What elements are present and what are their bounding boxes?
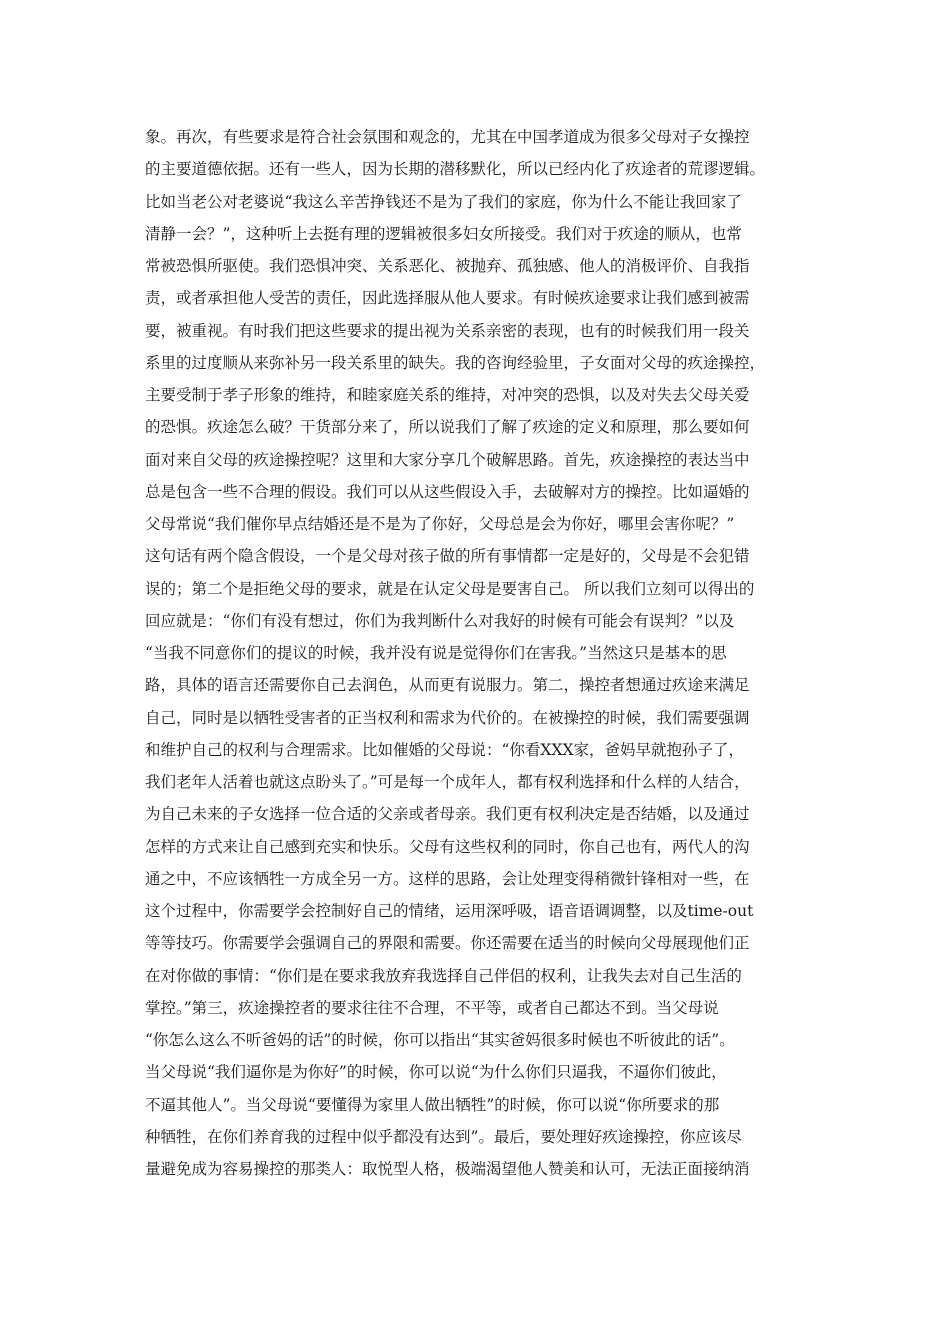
text-line: 掌控。”第三，疚途操控者的要求往往不合理，不平等，或者自己都达不到。当父母说 (145, 998, 719, 1017)
text-line: 系里的过度顺从来弥补另一段关系里的缺失。我的咨询经验里，子女面对父母的疚途操控， (145, 353, 766, 372)
text-line: “当我不同意你们的提议的时候，我并没有说是觉得你们在害我。”当然这只是基本的思 (145, 644, 727, 662)
text-line: 路，具体的语言还需要你自己去润色，从而更有说服力。第二，操控者想通过疚途来满足 (145, 676, 750, 695)
text-line: 怎样的方式来让自己感到充实和快乐。父母有这些权利的同时，你自己也有，两代人的沟 (145, 837, 750, 856)
text-line: 主要受制于孝子形象的维持，和睦家庭关系的维持，对冲突的恐惧，以及对失去父母关爱 (145, 386, 750, 404)
text-line: 的恐惧。疚途怎么破？干货部分来了，所以说我们了解了疚途的定义和原理，那么要如何 (145, 418, 750, 437)
text-line: 的主要道德依据。还有一些人，因为长期的潜移默化，所以已经内化了疚途者的荒谬逻辑。 (145, 160, 766, 179)
text-line: 常被恐惧所驱使。我们恐惧冲突、关系恶化、被抛弃、孤独感、他人的消极评价、自我指 (145, 257, 750, 275)
text-line: 自己，同时是以牺牲受害者的正当权利和需求为代价的。在被操控的时候，我们需要强调 (145, 708, 750, 727)
text-line: 为自己未来的子女选择一位合适的父亲或者母亲。我们更有权利决定是否结婚，以及通过 (145, 805, 750, 824)
text-line: 总是包含一些不合理的假设。我们可以从这些假设入手，去破解对方的操控。比如逼婚的 (145, 482, 750, 501)
text-line: 通之中，不应该牺牲一方成全另一方。这样的思路，会让处理变得稍微针锋相对一些，在 (145, 869, 750, 888)
text-line: 量避免成为容易操控的那类人：取悦型人格，极端渴望他人赞美和认可，无法正面接纳消 (145, 1160, 750, 1178)
text-line: 这句话有两个隐含假设，一个是父母对孩子做的所有事情都一定是好的，父母是不会犯错 (145, 547, 750, 566)
body-text (145, 121, 807, 1185)
text-line: “你怎么这么不听爸妈的话”的时候，你可以指出“其实爸妈很多时候也不听彼此的话”。 (145, 1031, 735, 1049)
text-line: 象。再次，有些要求是符合社会氛围和观念的，尤其在中国孝道成为很多父母对子女操控 (145, 128, 750, 146)
text-line: 和维护自己的权利与合理需求。比如催婚的父母说：“你看XXX家，爸妈早就抱孙子了， (145, 740, 745, 759)
text-line: 要，被重视。有时我们把这些要求的提出视为关系亲密的表现，也有的时候我们用一段关 (145, 321, 750, 340)
text-line: 不逼其他人”。当父母说“要懂得为家里人做出牺牲”的时候，你可以说“你所要求的那 (145, 1095, 720, 1114)
text-line: 面对来自父母的疚途操控呢？这里和大家分享几个破解思路。首先，疚途操控的表达当中 (145, 450, 750, 469)
text-line: 这个过程中，你需要学会控制好自己的情绪，运用深呼吸，语音语调调整，以及time-out (145, 902, 754, 920)
text-line: 责，或者承担他人受苦的责任，因此选择服从他人要求。有时候疚途要求让我们感到被需 (145, 289, 750, 308)
text-line: 清静一会？”，这种听上去挺有理的逻辑被很多妇女所接受。我们对于疚途的顺从，也常 (145, 224, 742, 243)
text-line: 等等技巧。你需要学会强调自己的界限和需要。你还需要在适当的时候向父母展现他们正 (145, 934, 750, 953)
text-line: 种牺牲，在你们养育我的过程中似乎都没有达到”。最后，要处理好疚途操控，你应该尽 (145, 1127, 742, 1146)
text-line: 误的；第二个是拒绝父母的要求，就是在认定父母是要害自己。 所以我们立刻可以得出的 (145, 579, 755, 598)
text-line: 在对你做的事情：“你们是在要求我放弃我选择自己伴侣的权利，让我失去对自己生活的 (145, 966, 742, 985)
text-line: 当父母说“我们逼你是为你好”的时候，你可以说“为什么你们只逼我，不逼你们彼此， (145, 1063, 727, 1082)
text-line: 父母常说“我们催你早点结婚还是不是为了你好，父母总是会为你好，哪里会害你呢？” (145, 515, 735, 533)
text-line: 回应就是：“你们有没有想过，你们为我判断什么对我好的时候有可能会有误判？”以及 (145, 611, 735, 630)
text-line: 我们老年人活着也就这点盼头了。”可是每一个成年人，都有权利选择和什么样的人结合， (145, 773, 750, 791)
text-line: 比如当老公对老婆说“我这么辛苦挣钱还不是为了我们的家庭，你为什么不能让我回家了 (145, 192, 742, 211)
